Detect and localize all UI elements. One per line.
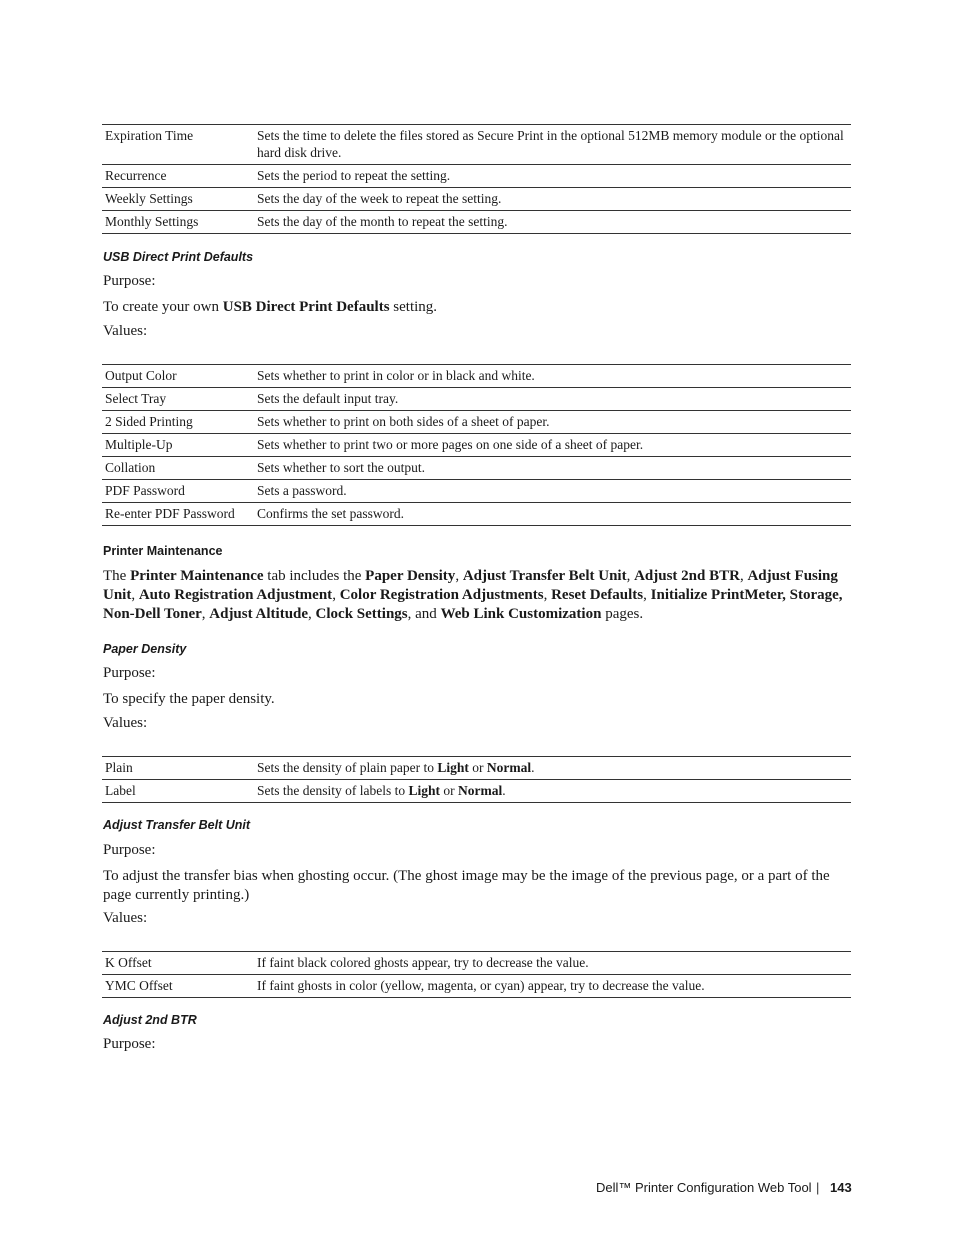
setting-name: Collation: [102, 457, 254, 480]
text-run: ,: [626, 568, 635, 584]
bold-run: Normal: [458, 783, 503, 798]
text-run: .: [502, 783, 506, 798]
table-row: [102, 211, 851, 234]
table-row: [102, 480, 851, 503]
page-number: 143: [830, 1180, 852, 1195]
setting-description: [254, 757, 851, 780]
setting-name: Output Color: [102, 365, 254, 388]
purpose-label: Purpose:: [103, 1036, 156, 1052]
bold-run: Clock Settings: [315, 606, 408, 622]
table-row: [102, 503, 851, 526]
setting-name: K Offset: [102, 952, 254, 975]
text-run: Sets the density of labels to: [257, 783, 409, 798]
setting-description: Sets a password.: [254, 480, 851, 503]
bold-run: Light: [437, 760, 469, 775]
values-label: Values:: [103, 715, 148, 731]
purpose-label: Purpose:: [103, 842, 156, 858]
table-row: [102, 388, 851, 411]
table-row: [102, 757, 851, 780]
text-run: ,: [643, 587, 651, 603]
bold-run: Web Link Customization: [440, 606, 602, 622]
setting-description: Sets the day of the week to repeat the setting.: [254, 188, 851, 211]
bold-run: Initialize PrintMeter, Storage, Non-Dell Toner: [103, 587, 843, 622]
setting-description: If faint ghosts in color (yellow, magenta, or cyan) appear, try to decrease the value.: [254, 975, 851, 998]
bold-run: Adjust Fusing Unit: [103, 568, 838, 603]
bold-run: USB Direct Print Defaults: [222, 299, 390, 315]
table-row: [102, 411, 851, 434]
setting-description: Sets the period to repeat the setting.: [254, 165, 851, 188]
paper-density-purpose-text: To specify the paper density.: [103, 691, 275, 707]
values-label: Values:: [103, 910, 148, 926]
values-label: Values:: [103, 323, 148, 339]
text-run: ,: [455, 568, 463, 584]
bold-run: Light: [408, 783, 440, 798]
setting-description: [254, 780, 851, 803]
text-run: or: [440, 783, 458, 798]
bold-run: Normal: [486, 760, 532, 775]
printer-maintenance-intro: [103, 567, 853, 624]
bold-run: Auto Registration Adjustment: [138, 587, 333, 603]
adjust-2nd-btr-heading: Adjust 2nd BTR: [103, 1013, 197, 1027]
text-run: or: [468, 760, 487, 775]
text-run: Sets the density of plain paper to: [257, 760, 438, 775]
table-row: [102, 365, 851, 388]
setting-description: Sets the time to delete the files stored as Secure Print in the optional 512MB memory module or the optional hard disk drive.: [254, 125, 851, 165]
bold-run: Adjust Altitude: [209, 606, 309, 622]
adjust-transfer-belt-heading: Adjust Transfer Belt Unit: [103, 818, 251, 832]
usb-purpose-text: [103, 298, 853, 317]
setting-name: Plain: [102, 757, 254, 780]
table-row: [102, 165, 851, 188]
text-run: tab includes the: [263, 568, 366, 584]
text-run: ,: [332, 587, 340, 603]
bold-run: Reset Defaults: [551, 587, 644, 603]
setting-description: Sets whether to print in color or in black and white.: [254, 365, 851, 388]
text-run: .: [531, 760, 535, 775]
setting-description: Confirms the set password.: [254, 503, 851, 526]
footer-separator: |: [816, 1180, 820, 1195]
paper-density-table: [102, 756, 851, 803]
usb-direct-print-table: [102, 364, 851, 526]
text-run: ,: [308, 606, 316, 622]
bold-run: Adjust Transfer Belt Unit: [462, 568, 627, 584]
text-run: ,: [201, 606, 210, 622]
text-run: ,: [739, 568, 748, 584]
paper-density-heading: Paper Density: [103, 642, 187, 656]
bold-run: Printer Maintenance: [130, 568, 264, 584]
setting-name: Recurrence: [102, 165, 254, 188]
text-run: setting.: [389, 299, 438, 315]
text-run: pages.: [601, 606, 644, 622]
setting-name: PDF Password: [102, 480, 254, 503]
setting-description: Sets whether to print two or more pages on one side of a sheet of paper.: [254, 434, 851, 457]
table-row: [102, 188, 851, 211]
bold-run: Paper Density: [365, 568, 456, 584]
setting-description: Sets the day of the month to repeat the setting.: [254, 211, 851, 234]
table-row: [102, 457, 851, 480]
secure-print-settings-table: [102, 124, 851, 234]
setting-name: Expiration Time: [102, 125, 254, 165]
printer-maintenance-heading: Printer Maintenance: [103, 544, 223, 558]
setting-name: Label: [102, 780, 254, 803]
setting-description: Sets whether to print on both sides of a sheet of paper.: [254, 411, 851, 434]
setting-description: If faint black colored ghosts appear, try to decrease the value.: [254, 952, 851, 975]
setting-description: Sets whether to sort the output.: [254, 457, 851, 480]
bold-run: Adjust 2nd BTR: [634, 568, 740, 584]
text-run: ,: [543, 587, 552, 603]
bold-run: Color Registration Adjustments: [339, 587, 544, 603]
text-run: To create your own: [103, 299, 223, 315]
table-row: [102, 434, 851, 457]
table-row: [102, 952, 851, 975]
setting-name: Multiple-Up: [102, 434, 254, 457]
table-row: [102, 125, 851, 165]
setting-name: Select Tray: [102, 388, 254, 411]
table-row: [102, 780, 851, 803]
setting-name: 2 Sided Printing: [102, 411, 254, 434]
footer-title: Dell™ Printer Configuration Web Tool: [596, 1180, 812, 1195]
transfer-belt-table: [102, 951, 851, 998]
purpose-label: Purpose:: [103, 273, 156, 289]
transfer-belt-purpose-text: To adjust the transfer bias when ghosting occur. (The ghost image may be the image of the previous page, or a part of the page currently printing.): [103, 868, 830, 903]
setting-name: Re-enter PDF Password: [102, 503, 254, 526]
text-run: The: [103, 568, 131, 584]
purpose-label: Purpose:: [103, 665, 156, 681]
text-run: ,: [131, 587, 139, 603]
usb-direct-print-heading: USB Direct Print Defaults: [103, 250, 254, 264]
setting-name: Monthly Settings: [102, 211, 254, 234]
setting-description: Sets the default input tray.: [254, 388, 851, 411]
text-run: , and: [407, 606, 441, 622]
setting-name: Weekly Settings: [102, 188, 254, 211]
setting-name: YMC Offset: [102, 975, 254, 998]
table-row: [102, 975, 851, 998]
